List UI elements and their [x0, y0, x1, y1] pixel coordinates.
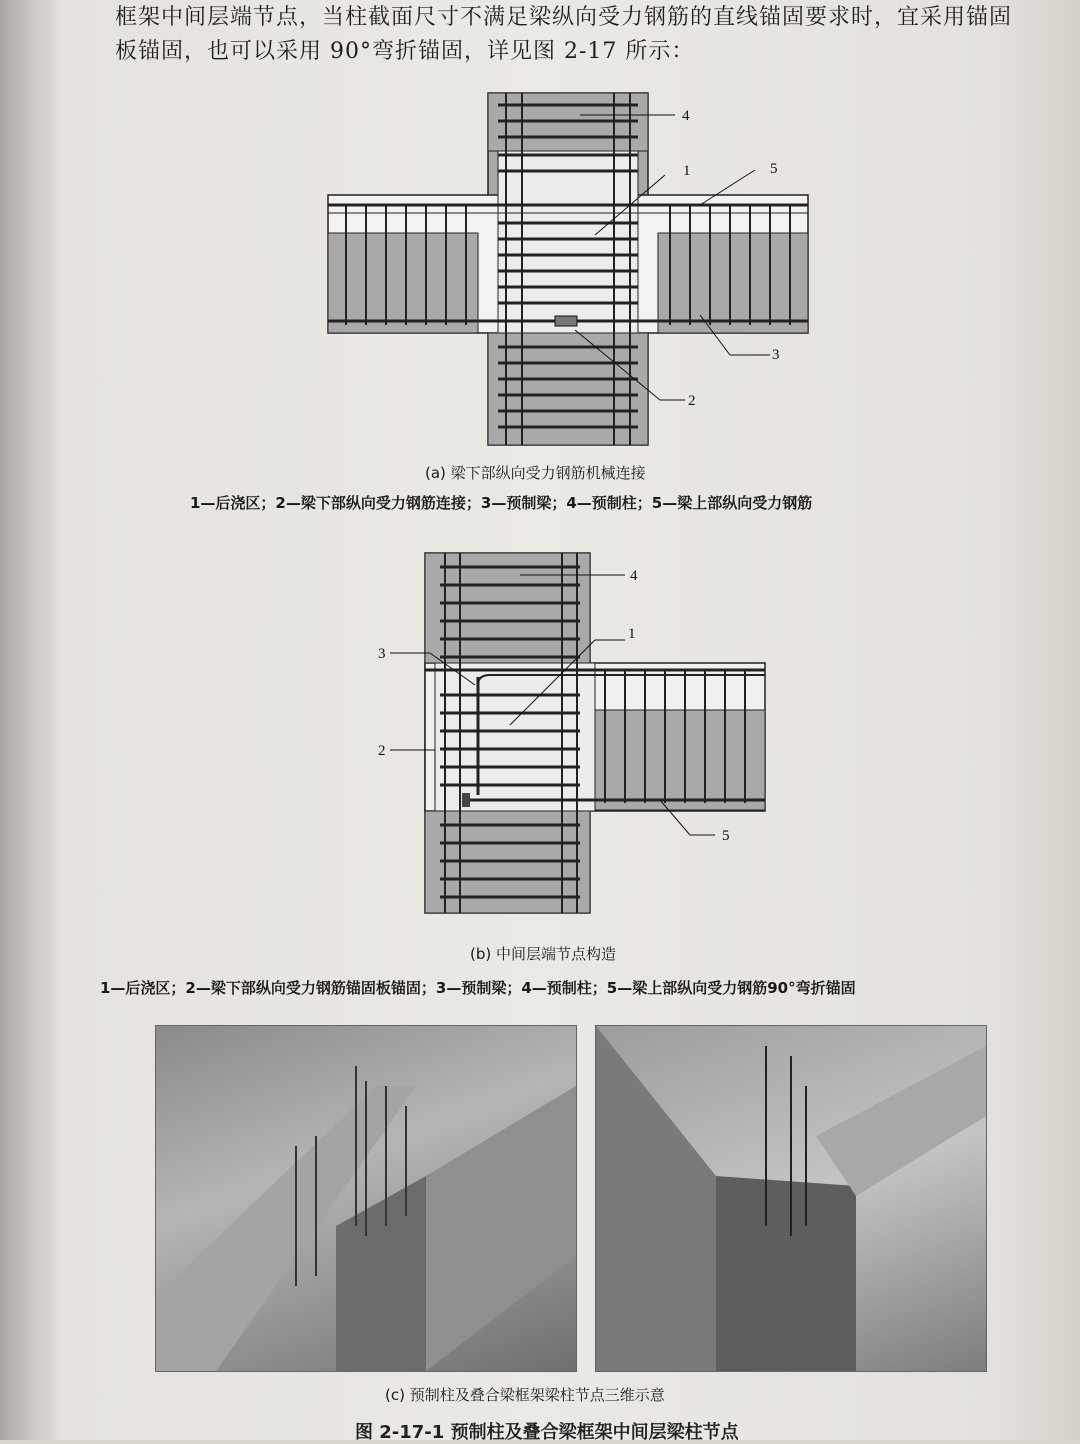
figure-a-drawing — [310, 85, 830, 460]
figure-a-label-4: 4 — [682, 108, 690, 124]
figure-b-label-3: 3 — [378, 646, 386, 662]
figure-b-drawing — [370, 545, 790, 925]
body-text-line-2: 板锚固，也可以采用 90°弯折锚固，详见图 2-17 所示： — [115, 39, 695, 64]
figure-b-caption: (b) 中间层端节点构造 — [470, 945, 616, 963]
figure-a-label-3: 3 — [772, 347, 780, 363]
figure-c-render-left — [155, 1025, 577, 1372]
figure-a-label-5: 5 — [770, 161, 778, 177]
figure-b-label-1: 1 — [628, 626, 636, 642]
figure-b-label-2: 2 — [378, 743, 386, 759]
figure-b-legend: 1—后浇区；2—梁下部纵向受力钢筋锚固板锚固；3—预制梁；4—预制柱；5—梁上部纵向受力钢筋90°弯折锚固 — [100, 979, 856, 997]
figure-c-render-right — [595, 1025, 987, 1372]
body-text-line-1: 框架中间层端节点，当柱截面尺寸不满足梁纵向受力钢筋的直线锚固要求时，宜采用锚固 — [115, 5, 1013, 30]
figure-b-label-4: 4 — [630, 568, 638, 584]
figure-a-label-2: 2 — [688, 393, 696, 409]
figure-b-label-5: 5 — [722, 828, 730, 844]
book-spine-shadow — [0, 0, 60, 1440]
figure-a-label-1: 1 — [683, 163, 691, 179]
figure-title: 图 2-17-1 预制柱及叠合梁框架中间层梁柱节点 — [355, 1422, 739, 1443]
figure-a-caption: (a) 梁下部纵向受力钢筋机械连接 — [425, 464, 646, 482]
figure-c-caption: (c) 预制柱及叠合梁框架梁柱节点三维示意 — [385, 1386, 665, 1404]
figure-a-legend: 1—后浇区；2—梁下部纵向受力钢筋连接；3—预制梁；4—预制柱；5—梁上部纵向受力钢筋 — [190, 494, 813, 512]
